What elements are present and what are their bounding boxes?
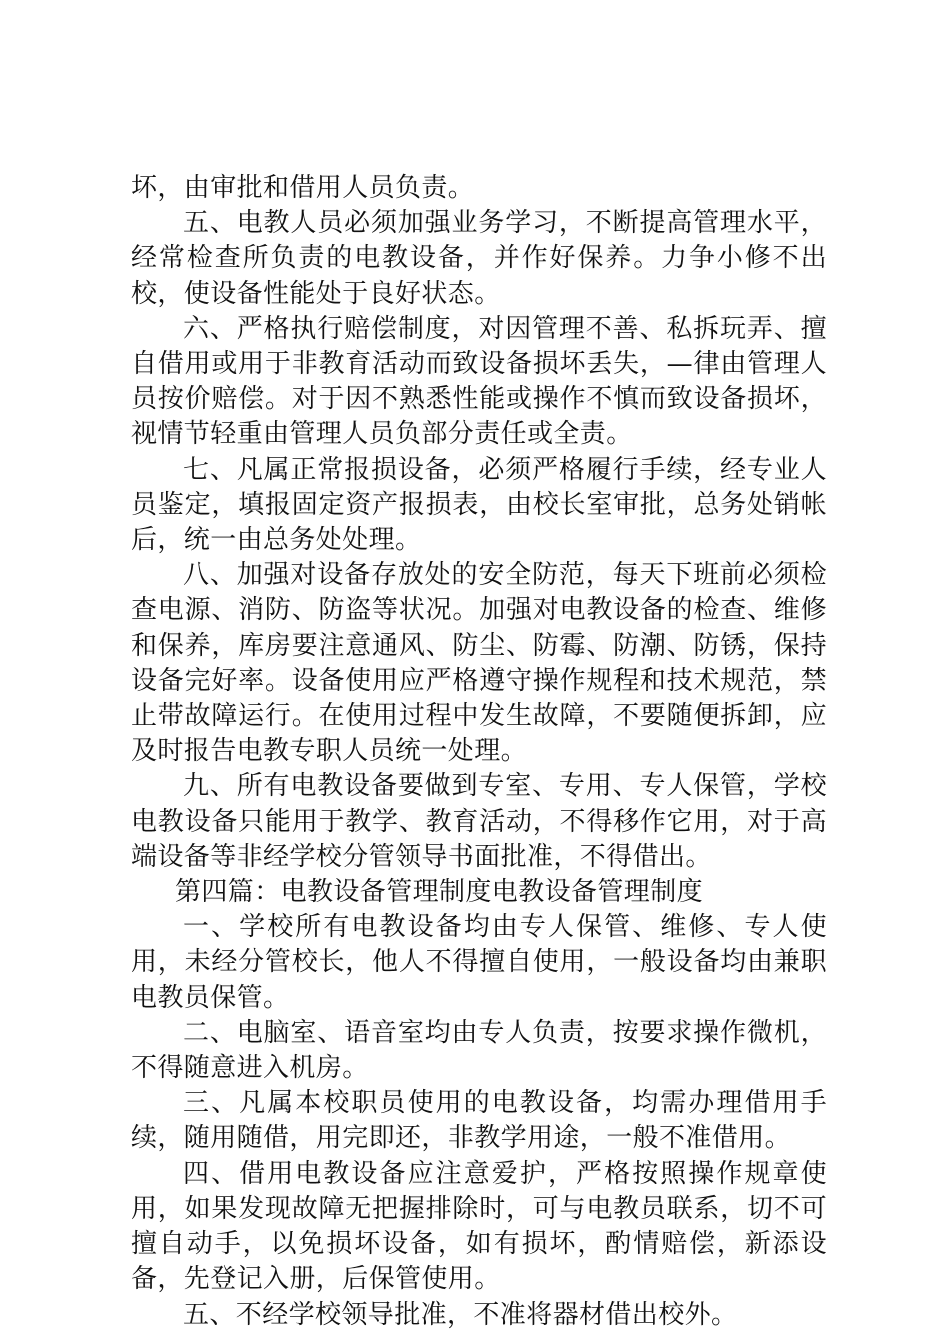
paragraph-item-7: 七、凡属正常报损设备，必须严格履行手续，经专业人员鉴定，填报固定资产报损表，由校长室审批，总务处销帐后，统一由总务处处理。 <box>131 454 827 556</box>
paragraph-rule-3: 三、凡属本校职员使用的电教设备，均需办理借用手续，随用随借，用完即还，非教学用途，一般不准借用。 <box>131 1088 827 1154</box>
paragraph-rule-2: 二、电脑室、语音室均由专人负责，按要求操作微机，不得随意进入机房。 <box>131 1017 827 1084</box>
paragraph-rule-4: 四、借用电教设备应注意爱护，严格按照操作规章使用，如果发现故障无把握排除时，可与电教员联系，切不可擅自动手，以免损坏设备，如有损坏，酌情赔偿，新添设备，先登记入册，后保管使用。 <box>131 1158 827 1295</box>
paragraph-item-9: 九、所有电教设备要做到专室、专用、专人保管，学校电教设备只能用于教学、教育活动，不得移作它用，对于高端设备等非经学校分管领导书面批准，不得借出。 <box>131 771 827 872</box>
document-body <box>131 171 827 1333</box>
paragraph-rule-5: 五、不经学校领导批准，不准将器材借出校外。 <box>183 1299 738 1330</box>
paragraph-item-5: 五、电教人员必须加强业务学习，不断提高管理水平，经常检查所负责的电教设备，并作好保养。力争小修不出校，使设备性能处于良好状态。 <box>131 208 827 309</box>
paragraph-rule-1: 一、学校所有电教设备均由专人保管、维修、专人使用，未经分管校长，他人不得擅自使用，一般设备均由兼职电教员保管。 <box>131 912 827 1013</box>
section-heading: 第四篇：电教设备管理制度电教设备管理制度 <box>175 877 704 908</box>
paragraph-item-8: 八、加强对设备存放处的安全防范，每天下班前必须检查电源、消防、防盗等状况。加强对电教设备的检查、维修和保养，库房要注意通风、防尘、防霉、防潮、防锈，保持设备完好率。设备使用应严格遵守操作规程和技术规范，禁止带故障运行。在使用过程中发生故障，不要随便拆卸，应及时报告电教专职人员统一处理。 <box>131 560 827 767</box>
paragraph-continuation: 坏，由审批和借用人员负责。 <box>131 173 475 203</box>
paragraph-item-6: 六、严格执行赔偿制度，对因管理不善、私拆玩弄、擅自借用或用于非教育活动而致设备损坏丢失，—律由管理人员按价赔偿。对于因不熟悉性能或操作不慎而致设备损坏，视情节轻重由管理人员负部分责任或全责。 <box>131 313 827 450</box>
